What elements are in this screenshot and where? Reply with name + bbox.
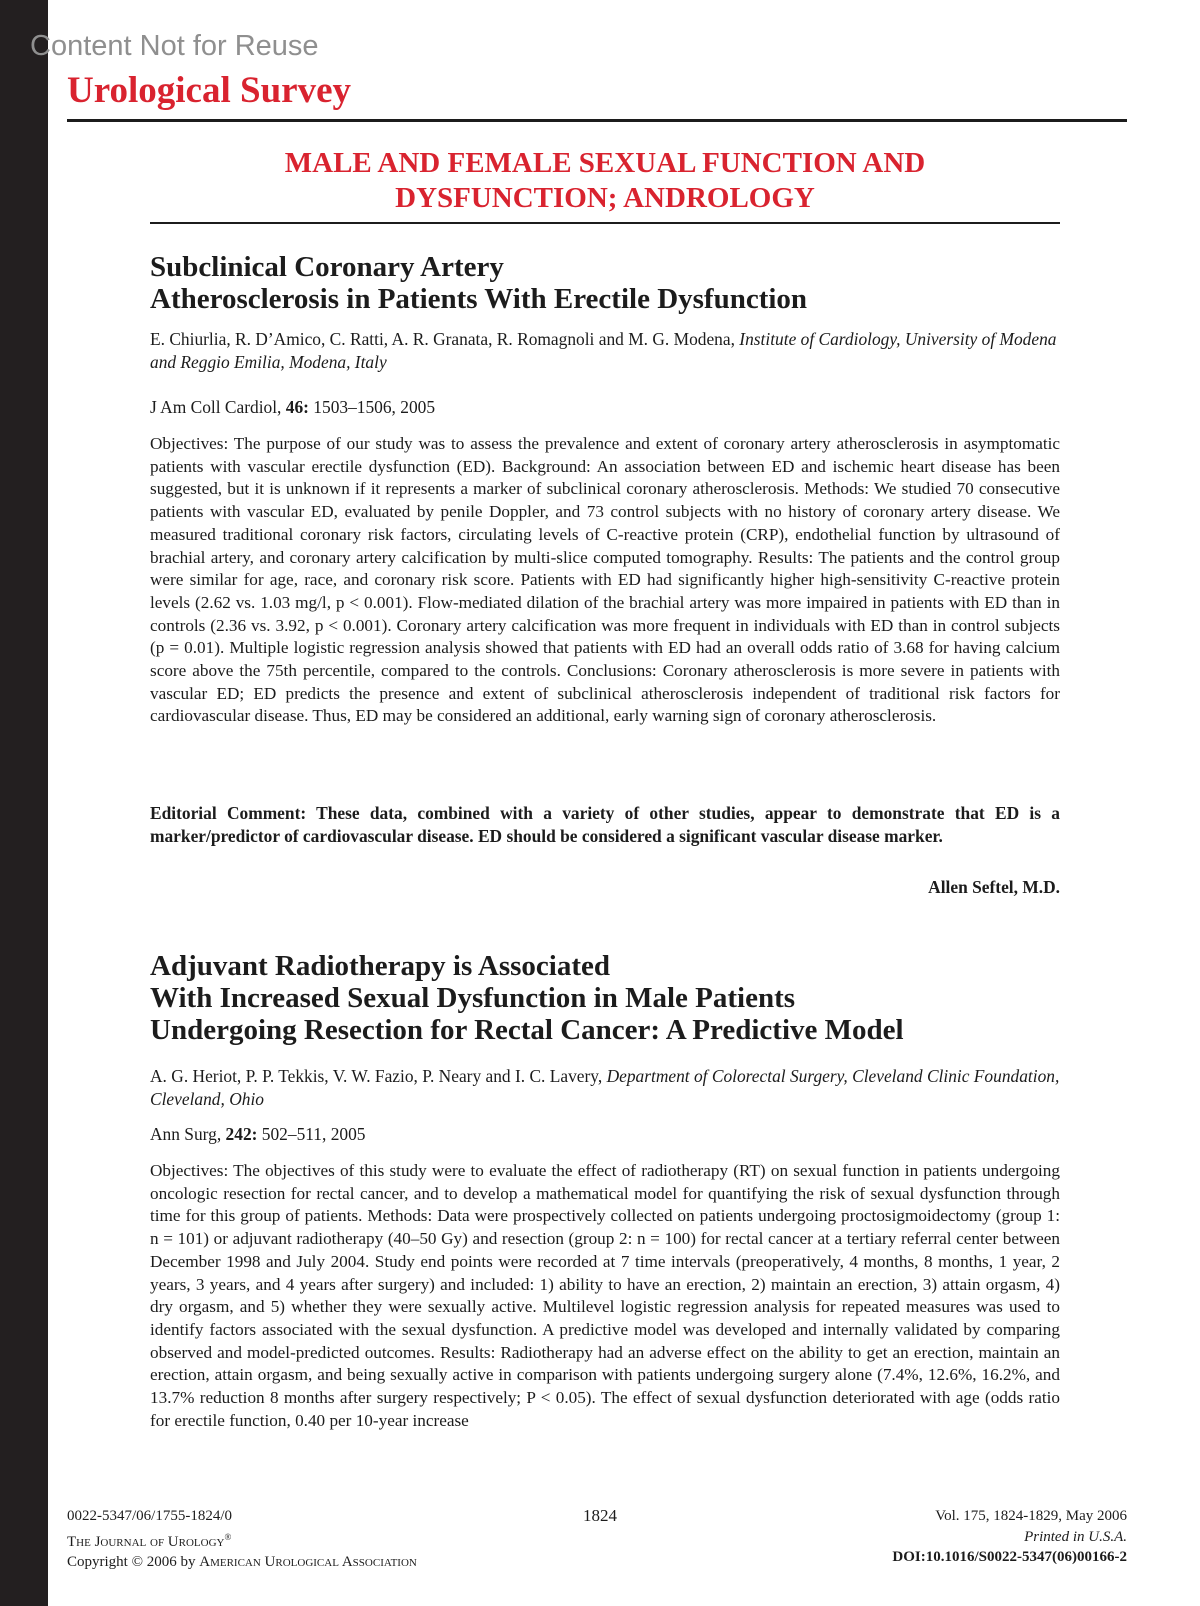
citation-journal: J Am Coll Cardiol, [150,397,286,417]
article-citation [150,1123,1060,1145]
article-title-line: Subclinical Coronary Artery [150,251,504,283]
author-list: E. Chiurlia, R. D’Amico, C. Ratti, A. R. Granata, R. Romagnoli and M. G. Modena, [150,329,740,349]
printed-note: Printed in U.S.A. [1024,1528,1127,1545]
section-heading [150,146,1060,216]
article-title-line: Undergoing Resection for Rectal Cancer: A Predictive Model [150,1014,904,1046]
article-abstract: Objectives: The objectives of this study were to evaluate the effect of radiotherapy (RT) on sexual function in patients undergoing oncologic resection for rectal cancer, and to develop a mathematical model for quantifying the risk of sexual dysfunction through time for this group of patients. Methods: Data were prospectively collected on patients undergoing proctosigmoidectomy (group 1: n = 101) or adjuvant radiotherapy (40–50 Gy) and resection (group 2: n = 100) for rectal cancer at a tertiary referral center between December 1998 and July 2004. Study end points were recorded at 7 time intervals (preoperatively, 4 months, 8 months, 1 year, 2 years, 3 years, and 4 years after surgery) and included: 1) ability to have an erection, 2) maintain an erection, 3) attain orgasm, 4) dry orgasm, and 5) whether they were sexually active. Multilevel logistic regression analysis for repeated measures was used to identify factors associated with the sexual dysfunction. A predictive model was developed and internally validated by comparing observed and model-predicted outcomes. Results: Radiotherapy had an adverse effect on the ability to get an erection, maintain an erection, attain orgasm, and being sexually active in comparison with patients undergoing surgery alone (7.4%, 12.6%, 16.2%, and 13.7% reduction 8 months after surgery respectively; P < 0.05). The effect of sexual dysfunction deteriorated with age (odds ratio for erectile function, 0.40 per 10-year increase [150,1161,1060,1430]
section-heading-line: DYSFUNCTION; ANDROLOGY [395,182,815,214]
editorial-comment: Editorial Comment: These data, combined with a variety of other studies, appear to demonstrate that ED is a marker/predictor of cardiovascular disease. ED should be considered a significant vascular disease marker. [150,803,1060,846]
footer-journal-name: The Journal of Urology [67,1533,225,1550]
footer-right [892,1506,1127,1568]
editorial-signoff: Allen Seftel, M.D. [928,877,1060,897]
registered-mark: ® [224,1531,232,1542]
author-affiliation: Institute of Cardiology, University of Modena and Reggio Emilia, Modena, Italy [150,329,1057,372]
article-title-line: Adjuvant Radiotherapy is Associated [150,950,611,982]
doi: DOI:10.1016/S0022-5347(06)00166-2 [892,1549,1127,1565]
left-margin-bar [0,0,48,1606]
citation-pages: 502–511, 2005 [257,1124,366,1144]
article-abstract: Objectives: The purpose of our study was to assess the prevalence and extent of coronary artery atherosclerosis in asymptomatic patients with vascular erectile dysfunction (ED). Background: An association between ED and ischemic heart disease has been suggested, but it is unknown if it represents a marker of subclinical coronary atherosclerosis. Methods: We studied 70 consecutive patients with vascular ED, evaluated by penile Doppler, and 73 control subjects with no history of coronary artery disease. We measured traditional coronary risk factors, circulating levels of C-reactive protein (CRP), endothelial function by ultrasound of brachial artery, and coronary artery calcification by multi-slice computed tomography. Results: The patients and the control group were similar for age, race, and coronary risk score. Patients with ED had significantly higher high-sensitivity C-reactive protein levels (2.62 vs. 1.03 mg/l, p < 0.001). Flow-mediated dilation of the brachial artery was more impaired in patients with ED than in controls (2.36 vs. 3.92, p < 0.001). Coronary artery calcification was more frequent in individuals with ED than in control subjects (p = 0.01). Multiple logistic regression analysis showed that patients with ED had an overall odds ratio of 3.68 for having calcium score above the 75th percentile, compared to the controls. Conclusions: Coronary atherosclerosis is more severe in patients with vascular ED; ED predicts the presence and extent of subclinical atherosclerosis independent of traditional risk factors for cardiovascular disease. Thus, ED may be considered an additional, early warning sign of coronary atherosclerosis. [150,434,1060,726]
section-rule [150,222,1060,224]
article-authors [150,1065,1060,1111]
article-title-line: Atherosclerosis in Patients With Erectile Dysfunction [150,283,808,315]
footer-journal [67,1527,417,1553]
article-title [150,950,1060,1046]
section-heading-line: MALE AND FEMALE SEXUAL FUNCTION AND [284,147,926,179]
citation-pages: 1503–1506, 2005 [308,397,436,417]
footer-code: 0022-5347/06/1755-1824/0 [67,1508,232,1524]
article-title-line: With Increased Sexual Dysfunction in Male Patients [150,982,796,1014]
article-citation [150,396,1060,418]
article-authors [150,328,1060,374]
copyright-prefix: Copyright © 2006 by [67,1554,200,1570]
copyright-org: American Urological Association [199,1554,417,1570]
author-affiliation: Department of Colorectal Surgery, Cleveland Clinic Foundation, Cleveland, Ohio [150,1066,1060,1109]
article-title [150,251,1060,315]
journal-section-title: Urological Survey [67,70,351,111]
page-number: 1824 [583,1506,617,1525]
header-rule [67,119,1127,122]
watermark: Content Not for Reuse [30,30,319,62]
citation-journal: Ann Surg, [150,1124,226,1144]
author-list: A. G. Heriot, P. P. Tekkis, V. W. Fazio, P. Neary and I. C. Lavery, [150,1066,607,1086]
volume-info: Vol. 175, 1824-1829, May 2006 [935,1508,1127,1524]
citation-volume: 46: [285,397,309,417]
citation-volume: 242: [225,1124,258,1144]
footer-left [67,1506,417,1573]
footer-copyright [67,1552,417,1573]
